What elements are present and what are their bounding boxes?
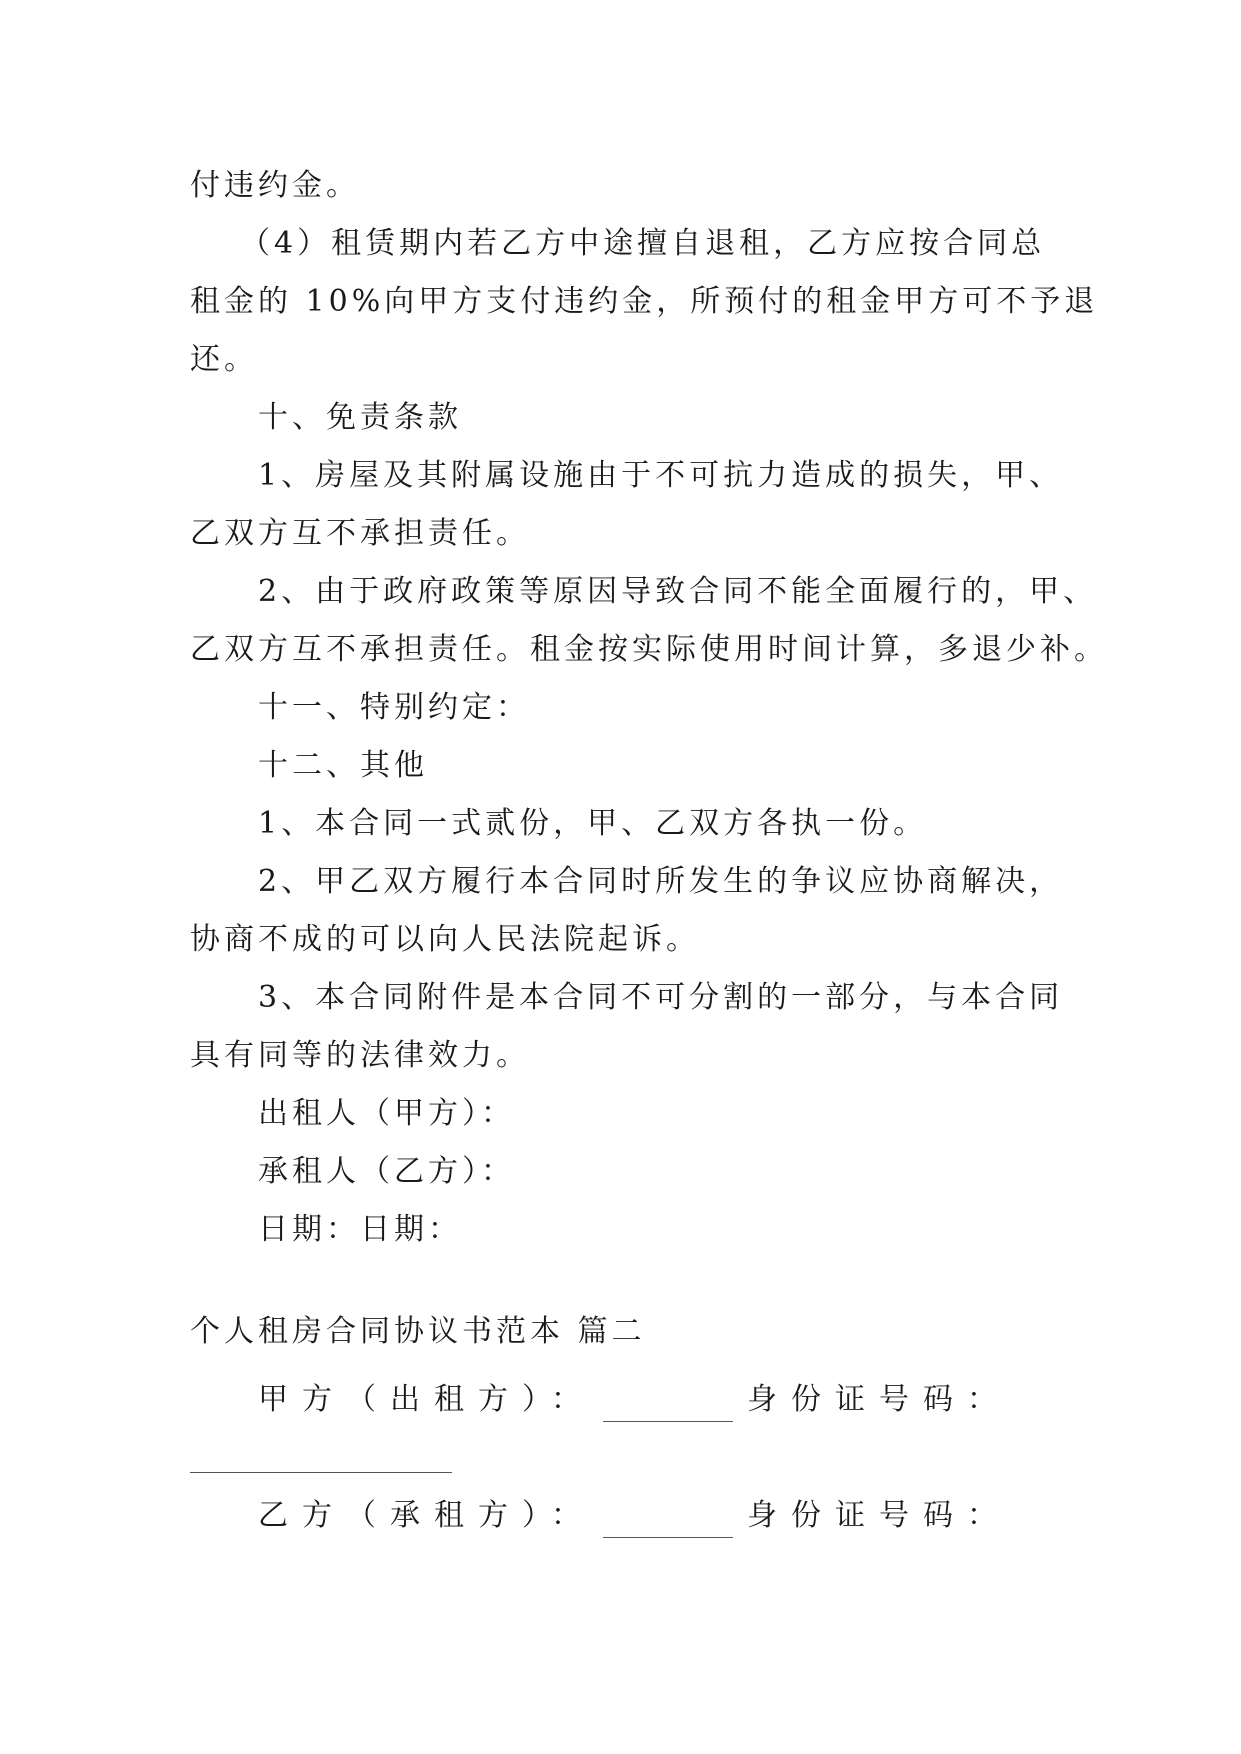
section-heading: 十二、其他 xyxy=(258,748,428,783)
party-a-id-label: 身份证号码： xyxy=(747,1382,1011,1417)
text-line: 1、本合同一式贰份，甲、乙双方各执一份。 xyxy=(258,806,928,841)
signature-lessor: 出租人（甲方）： xyxy=(258,1096,515,1131)
party-a-name-blank[interactable] xyxy=(603,1391,733,1422)
party-b-label: 乙方（承租方）： xyxy=(258,1498,595,1533)
text-line: 乙双方互不承担责任。租金按实际使用时间计算，多退少补。 xyxy=(190,632,1108,667)
text-line: 还。 xyxy=(190,342,258,377)
text-line: 2、由于政府政策等原因导致合同不能全面履行的，甲、 xyxy=(258,574,1098,609)
signature-date: 日期：日期： xyxy=(258,1212,462,1247)
party-a-label: 甲方（出租方）： xyxy=(258,1382,595,1417)
section-title: 个人租房合同协议书范本 篇二 xyxy=(190,1314,646,1349)
party-a-row xyxy=(258,1378,1070,1422)
text-line: 付违约金。 xyxy=(190,168,360,203)
text-line: 3、本合同附件是本合同不可分割的一部分，与本合同 xyxy=(258,980,1064,1015)
text-line: 2、甲乙双方履行本合同时所发生的争议应协商解决， xyxy=(258,864,1064,899)
party-b-id-label: 身份证号码： xyxy=(747,1498,1011,1533)
party-b-name-blank[interactable] xyxy=(603,1507,733,1538)
text-line: 租金的 10%向甲方支付违约金，所预付的租金甲方可不予退 xyxy=(190,284,1099,319)
text-line: 具有同等的法律效力。 xyxy=(190,1038,530,1073)
text-line: 1、房屋及其附属设施由于不可抗力造成的损失，甲、 xyxy=(258,458,1064,493)
text-line: （4）租赁期内若乙方中途擅自退租，乙方应按合同总 xyxy=(240,226,1046,261)
text-line: 协商不成的可以向人民法院起诉。 xyxy=(190,922,700,957)
text-line: 乙双方互不承担责任。 xyxy=(190,516,530,551)
party-a-id-blank[interactable] xyxy=(190,1472,452,1473)
signature-lessee: 承租人（乙方）： xyxy=(258,1154,515,1189)
section-heading: 十一、特别约定： xyxy=(258,690,530,725)
section-heading: 十、免责条款 xyxy=(258,400,462,435)
party-b-row xyxy=(258,1494,1070,1538)
